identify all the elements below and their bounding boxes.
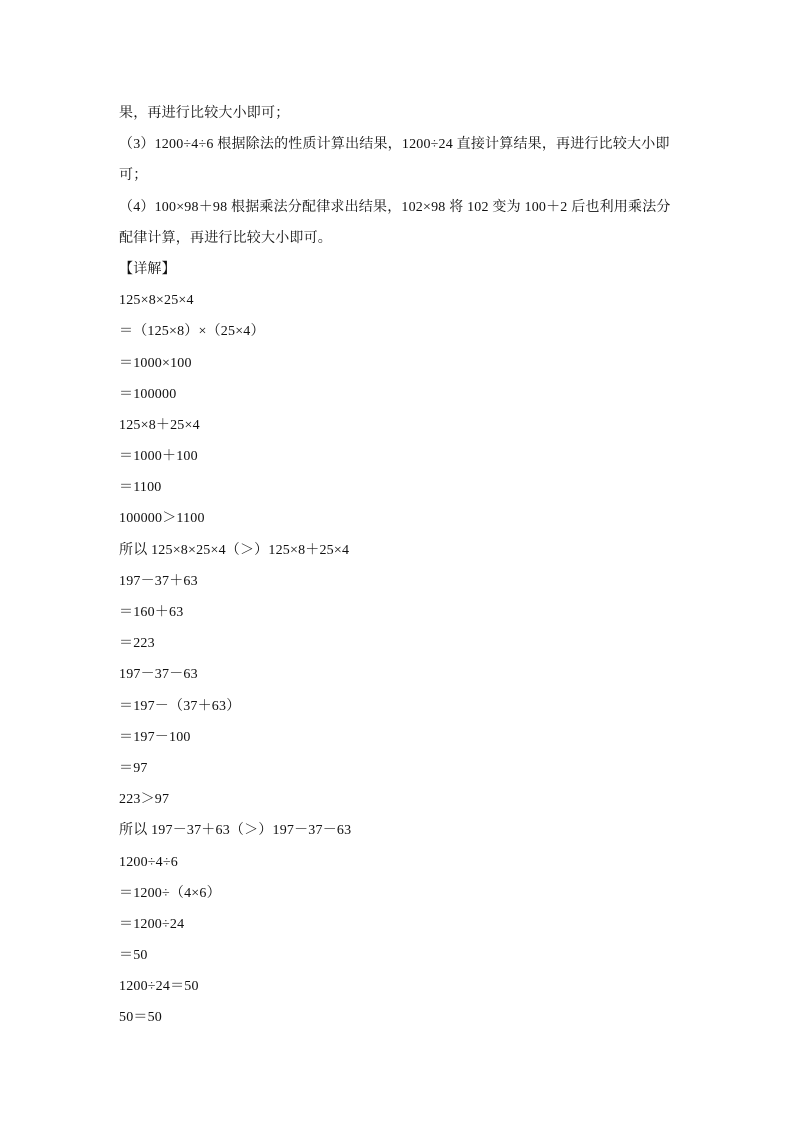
math-line: ＝（125×8）×（25×4）: [119, 324, 265, 340]
conclusion-line: 所以 197－37＋63（＞）197－37－63: [119, 823, 352, 839]
math-line: ＝97: [119, 760, 148, 776]
math-line: 125×8×25×4: [119, 293, 194, 309]
math-line: ＝1000＋100: [119, 449, 198, 465]
document-body: [119, 98, 679, 1034]
text-line: 果，再进行比较大小即可；: [119, 106, 290, 121]
text-line: （3）1200÷4÷6 根据除法的性质计算出结果，1200÷24 直接计算结果，再进行比较大小即: [119, 137, 670, 153]
math-line: ＝100000: [119, 386, 177, 402]
text-line: 可；: [119, 168, 148, 184]
section-heading: 【详解】: [119, 261, 176, 277]
math-line: ＝197－（37＋63）: [119, 698, 241, 714]
math-line: 50＝50: [119, 1010, 162, 1026]
conclusion-line: 所以 125×8×25×4（＞）125×8＋25×4: [119, 542, 350, 558]
text-line: （4）100×98＋98 根据乘法分配律求出结果，102×98 将 102 变为 100＋2 后也利用乘法分: [119, 199, 671, 215]
math-line: 1200÷4÷6: [119, 854, 178, 870]
math-line: 125×8＋25×4: [119, 417, 200, 433]
text-line: 配律计算，再进行比较大小即可。: [119, 230, 332, 246]
math-line: ＝1200÷（4×6）: [119, 885, 221, 901]
math-line: ＝223: [119, 636, 155, 652]
math-line: ＝1100: [119, 480, 162, 496]
math-line: 223＞97: [119, 792, 170, 808]
math-line: 1200÷24＝50: [119, 979, 199, 995]
math-line: 197－37＋63: [119, 573, 198, 589]
math-line: ＝50: [119, 948, 148, 964]
math-line: ＝1200÷24: [119, 916, 185, 932]
math-line: 197－37－63: [119, 667, 198, 683]
math-line: ＝1000×100: [119, 355, 192, 371]
math-line: ＝160＋63: [119, 605, 184, 620]
math-line: ＝197－100: [119, 729, 191, 745]
math-line: 100000＞1100: [119, 511, 205, 527]
